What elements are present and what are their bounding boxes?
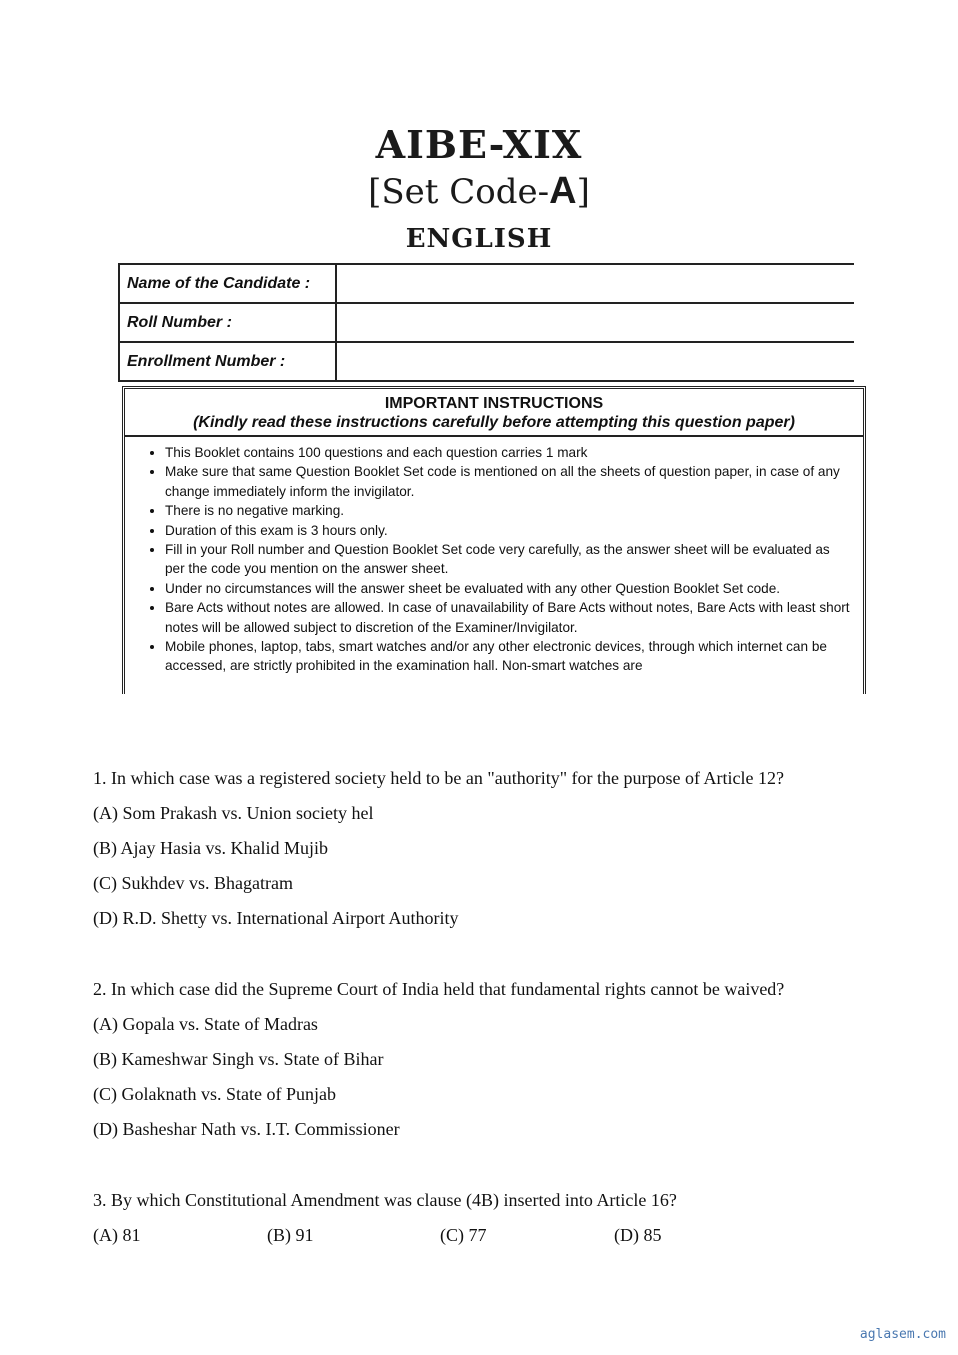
instruction-item: • Duration of this exam is 3 hours only. (165, 521, 853, 540)
instructions-box (122, 386, 866, 694)
question-1-option-a: (A) Som Prakash vs. Union society hel (93, 803, 374, 823)
instructions-heading: IMPORTANT INSTRUCTIONS (384, 395, 604, 412)
instruction-item: • This Booklet contains 100 questions and each question carries 1 mark (165, 443, 853, 462)
question-3-option-a: (A) 81 (93, 1225, 141, 1245)
question-1-option-c: (C) Sukhdev vs. Bhagatram (93, 873, 293, 893)
question-2-option-a: (A) Gopala vs. State of Madras (93, 1014, 318, 1034)
enrollment-number-label: Enrollment Number : (120, 343, 337, 380)
candidate-details-table (118, 263, 854, 382)
instruction-item: • There is no negative marking. (165, 501, 853, 520)
set-code-suffix: ] (576, 172, 590, 212)
question-3-text: 3. By which Constitutional Amendment was clause (4B) inserted into Article 16? (93, 1190, 677, 1210)
instruction-item: • Fill in your Roll number and Question Booklet Set code very carefully, as the answer sheet will be evaluated as per the code you mention on the answer sheet. (165, 540, 853, 579)
instructions-header (125, 389, 863, 437)
question-1-text: 1. In which case was a registered society held to be an "authority" for the purpose of Article 12? (93, 768, 784, 788)
language-label: ENGLISH (405, 224, 553, 254)
roll-number-field[interactable] (337, 304, 854, 341)
enrollment-number-row (120, 343, 854, 380)
candidate-name-row (120, 265, 854, 304)
candidate-name-label: Name of the Candidate : (120, 265, 337, 302)
question-2-option-b: (B) Kameshwar Singh vs. State of Bihar (93, 1049, 384, 1069)
set-code: A (549, 170, 577, 212)
set-code-line (0, 170, 958, 213)
enrollment-number-field[interactable] (337, 343, 854, 380)
question-2-text: 2. In which case did the Supreme Court of India held that fundamental rights cannot be waived? (93, 979, 785, 999)
exam-title: AIBE-XIX (375, 122, 583, 167)
question-1-option-d: (D) R.D. Shetty vs. International Airport Authority (93, 908, 459, 928)
instructions-subheading: (Kindly read these instructions carefully before attempting this question paper) (193, 414, 795, 431)
set-code-prefix: [Set Code- (368, 172, 550, 212)
roll-number-row (120, 304, 854, 343)
roll-number-label: Roll Number : (120, 304, 337, 341)
question-3-option-d: (D) 85 (614, 1225, 662, 1245)
instruction-item: • Bare Acts without notes are allowed. In case of unavailability of Bare Acts without notes, Bare Acts with least short notes will be allowed subject to discretion of the Examiner/Invigilator. (165, 598, 853, 637)
question-3-option-b: (B) 91 (267, 1225, 314, 1245)
candidate-name-field[interactable] (337, 265, 854, 302)
question-2-option-c: (C) Golaknath vs. State of Punjab (93, 1084, 336, 1104)
instruction-item: • Mobile phones, laptop, tabs, smart watches and/or any other electronic devices, through which internet can be accessed, are strictly prohibited in the examination hall. Non-smart watches are (165, 637, 853, 676)
question-2-option-d: (D) Basheshar Nath vs. I.T. Commissioner (93, 1119, 400, 1139)
question-1-option-b: (B) Ajay Hasia vs. Khalid Mujib (93, 838, 328, 858)
question-3-option-c: (C) 77 (440, 1225, 487, 1245)
footer-site-link[interactable]: aglasem.com (859, 1327, 946, 1342)
instruction-item: • Under no circumstances will the answer sheet be evaluated with any other Question Booklet Set code. (165, 579, 853, 598)
instructions-list (125, 443, 863, 676)
instruction-item: • Make sure that same Question Booklet Set code is mentioned on all the sheets of question paper, in case of any change immediately inform the invigilator. (165, 462, 853, 501)
